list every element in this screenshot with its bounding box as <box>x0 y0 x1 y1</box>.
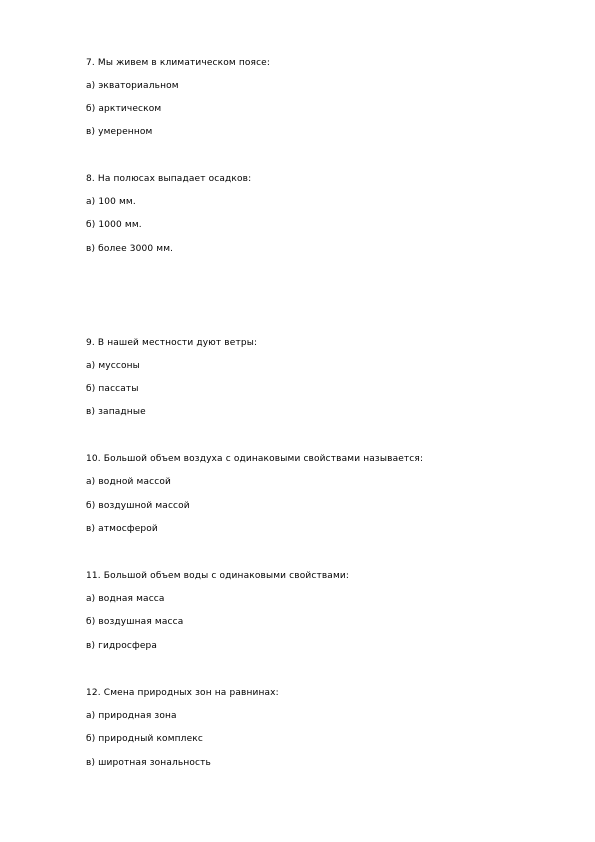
question-8-option-b: б) 1000 мм. <box>86 220 142 230</box>
question-7-option-a: а) экваториальном <box>86 81 179 91</box>
question-9-option-c: в) западные <box>86 407 146 417</box>
question-11-option-b: б) воздушная масса <box>86 617 184 627</box>
question-12-text: 12. Смена природных зон на равнинах: <box>86 688 279 698</box>
question-10-option-b: б) воздушной массой <box>86 501 190 511</box>
question-10-text: 10. Большой объем воздуха с одинаковыми свойствами называется: <box>86 454 424 464</box>
question-8-option-a: а) 100 мм. <box>86 197 136 207</box>
question-8-option-c: в) более 3000 мм. <box>86 244 174 254</box>
question-12-option-a: а) природная зона <box>86 711 177 721</box>
question-12-option-b: б) природный комплекс <box>86 734 203 744</box>
question-8-text: 8. На полюсах выпадает осадков: <box>86 174 252 184</box>
question-11-text: 11. Большой объем воды с одинаковыми свойствами: <box>86 571 350 581</box>
question-7-option-b: б) арктическом <box>86 104 162 114</box>
question-11-option-a: а) водная масса <box>86 594 165 604</box>
question-9-text: 9. В нашей местности дуют ветры: <box>86 338 258 348</box>
question-7-text: 7. Мы живем в климатическом поясе: <box>86 58 271 68</box>
question-10-option-c: в) атмосферой <box>86 524 158 534</box>
question-7-option-c: в) умеренном <box>86 127 153 137</box>
question-9-option-b: б) пассаты <box>86 384 139 394</box>
question-9-option-a: а) муссоны <box>86 361 140 371</box>
question-10-option-a: а) водной массой <box>86 477 171 487</box>
question-11-option-c: в) гидросфера <box>86 641 158 651</box>
question-12-option-c: в) широтная зональность <box>86 758 211 768</box>
